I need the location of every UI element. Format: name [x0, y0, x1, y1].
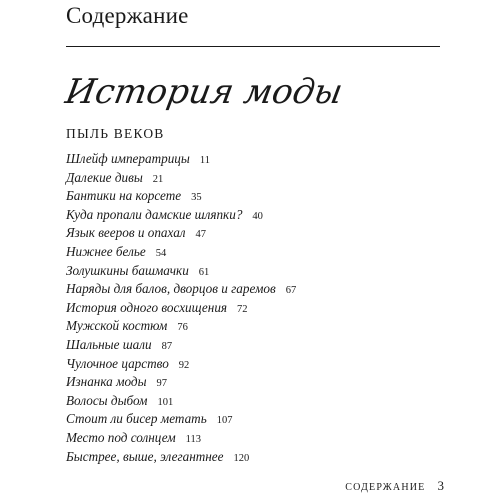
toc-entry-title: Шальные шали [66, 336, 152, 352]
toc-entry-title: Наряды для балов, дворцов и гаремов [66, 281, 276, 297]
toc-entry-title: Волосы дыбом [66, 392, 148, 408]
toc-entry[interactable] [66, 150, 296, 169]
toc-entry[interactable] [66, 410, 296, 429]
toc-entry[interactable] [66, 355, 296, 374]
toc-entry-title: Стоит ли бисер метать [66, 411, 207, 427]
toc-entry-title: Бантики на корсете [66, 188, 182, 204]
toc-entry-page: 76 [177, 322, 188, 334]
toc-entry-title: Нижнее белье [66, 243, 146, 259]
toc-entry-title: Куда пропали дамские шляпки? [66, 206, 243, 222]
title-divider [66, 46, 440, 47]
toc-entry[interactable] [66, 392, 296, 411]
toc-entry[interactable] [66, 429, 296, 448]
page-number: 3 [437, 478, 444, 493]
toc-entry-page: 35 [191, 192, 202, 204]
running-footer-label: СОДЕРЖАНИЕ [345, 482, 426, 493]
toc-entry[interactable] [66, 243, 296, 262]
toc-entry[interactable] [66, 262, 296, 281]
toc-entry-page: 72 [237, 303, 248, 315]
toc-entry[interactable] [66, 169, 296, 188]
toc-entry-page: 87 [161, 340, 173, 352]
toc-entry[interactable] [66, 448, 296, 467]
toc-entry-page: 67 [285, 285, 297, 297]
toc-entry-page: 101 [157, 396, 174, 408]
toc-entry-title: Изнанка моды [66, 374, 147, 390]
toc-entry-title: Золушкины башмачки [66, 262, 189, 278]
toc-entry-page: 47 [195, 229, 207, 241]
toc-entry-title: Шлейф императрицы [66, 151, 190, 166]
toc-entry-title: Далекие дивы [66, 169, 143, 185]
toc-entry[interactable] [66, 224, 296, 243]
page-footer [345, 478, 444, 494]
toc-entry-title: Язык вееров и опахал [66, 225, 186, 241]
toc-entry-page: 92 [178, 359, 190, 371]
toc-entry[interactable] [66, 206, 296, 225]
toc-entry-title: Быстрее, выше, элегантнее [66, 448, 224, 464]
toc-entry[interactable] [66, 336, 296, 355]
toc-entry-page: 54 [155, 247, 167, 259]
toc-entry-title: Место под солнцем [66, 429, 176, 445]
page-title: Содержание [66, 3, 189, 28]
toc-entry-title: История одного восхищения [66, 299, 228, 315]
toc-entry-page: 113 [185, 433, 202, 445]
toc-entry-page: 61 [198, 266, 210, 278]
toc-entry-title: Чулочное царство [66, 355, 169, 371]
toc-entry[interactable] [66, 317, 296, 336]
toc-entry-page: 107 [216, 415, 233, 427]
toc-entry-title: Мужской костюм [66, 318, 168, 334]
toc-entry[interactable] [66, 373, 296, 392]
section-heading: История моды [62, 72, 346, 112]
toc-entry-page: 97 [156, 378, 168, 390]
toc-entry[interactable] [66, 280, 296, 299]
toc-entry[interactable] [66, 187, 296, 206]
toc-entry-page: 120 [233, 452, 250, 464]
toc-entry[interactable] [66, 299, 296, 318]
section-subtitle: ПЫЛЬ ВЕКОВ [66, 126, 165, 141]
table-of-contents [66, 150, 296, 466]
toc-entry-page: 11 [199, 155, 210, 166]
toc-entry-page: 21 [152, 173, 164, 185]
toc-entry-page: 40 [252, 210, 263, 222]
